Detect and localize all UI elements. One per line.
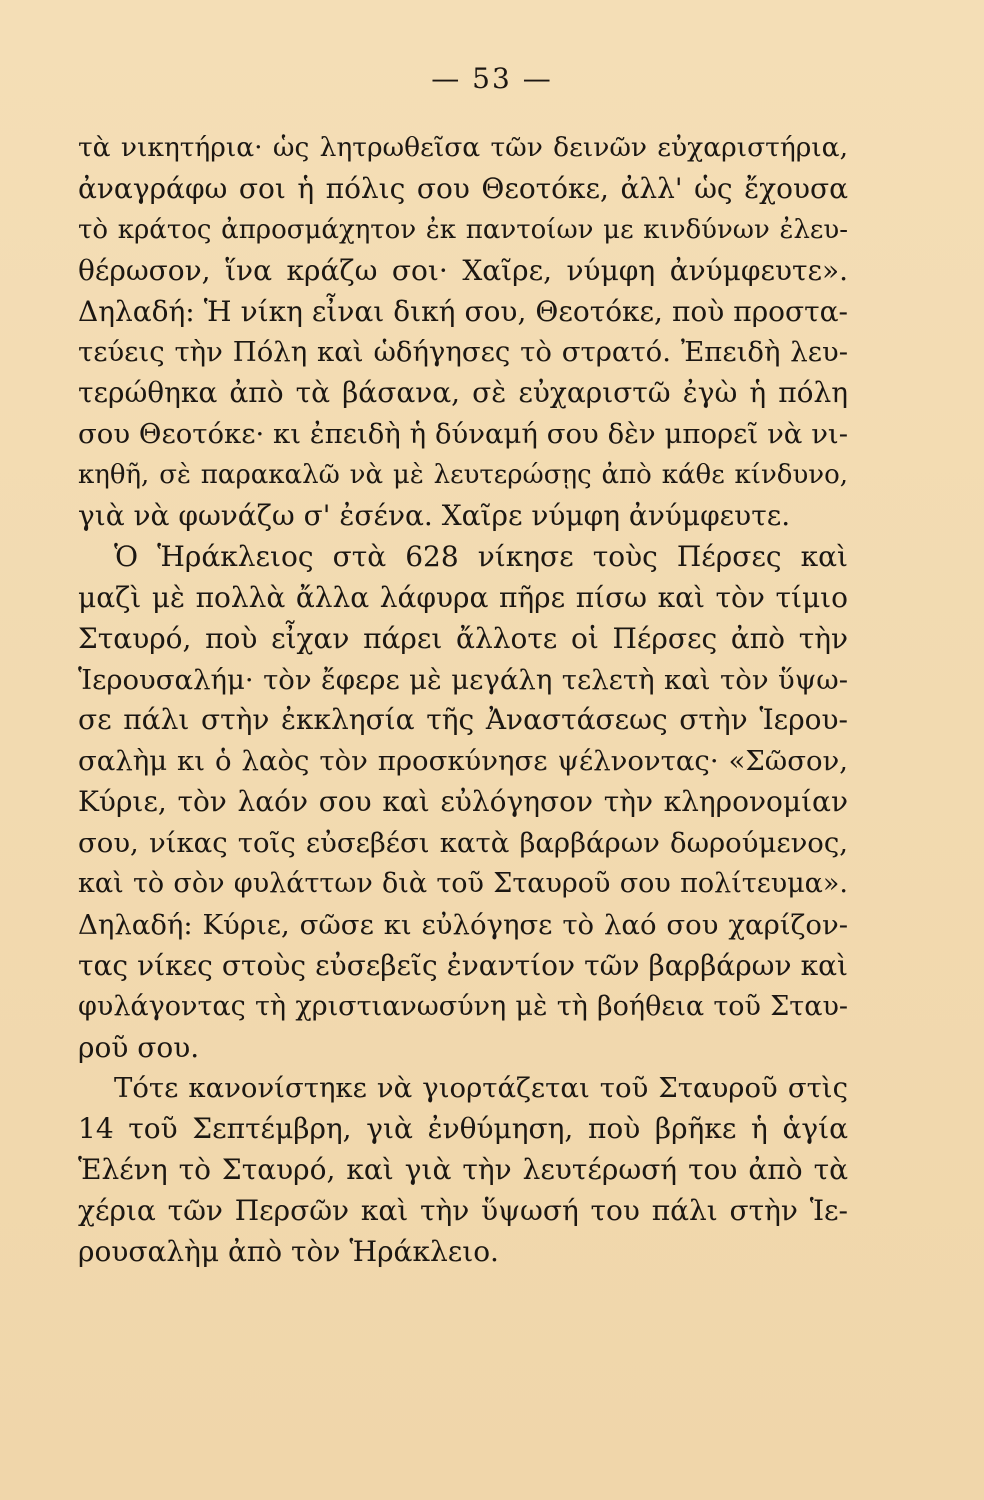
text-line: τεύεις τὴν Πόλη καὶ ὡδήγησες τὸ στρατό. Ἐπειδὴ λευ- xyxy=(78,336,848,369)
text-line: Ἑλένη τὸ Σταυρό, καὶ γιὰ τὴν λευτέρωσή του ἀπὸ τὰ xyxy=(78,1153,848,1187)
text-line: Κύριε, τὸν λαόν σου καὶ εὐλόγησον τὴν κληρονομίαν xyxy=(78,785,848,819)
text-line: κηθῆ, σὲ παρακαλῶ νὰ μὲ λευτερώσῃς ἀπὸ κάθε κίνδυνο, xyxy=(78,460,848,491)
paragraph-2 xyxy=(78,537,848,1069)
page-number: — 53 — xyxy=(431,62,553,95)
text-line: Σταυρό, ποὺ εἶχαν πάρει ἄλλοτε οἱ Πέρσες ἀπὸ τὴν xyxy=(78,621,848,655)
text-line: σου, νίκας τοῖς εὐσεβέσι κατὰ βαρβάρων δωρούμενος, xyxy=(78,827,848,860)
text-line: θέρωσον, ἵνα κράζω σοι· Χαῖρε, νύμφη ἀνύμφευτε». xyxy=(78,253,848,287)
text-line: τὰ νικητήρια· ὡς λητρωθεῖσα τῶν δεινῶν εὐχαριστήρια, xyxy=(78,132,848,163)
text-line: σε πάλι στὴν ἐκκλησία τῆς Ἀναστάσεως στὴν Ἱερου- xyxy=(78,703,848,737)
paragraph-1 xyxy=(78,128,848,537)
text-line: σου Θεοτόκε· κι ἐπειδὴ ἡ δύναμή σου δὲν μπορεῖ νὰ νι- xyxy=(78,418,848,451)
text-line: Τότε κανονίστηκε νὰ γιορτάζεται τοῦ Σταυροῦ στὶς xyxy=(114,1072,848,1105)
text-line: τὸ κράτος ἀπροσμάχητον ἐκ παντοίων με κινδύνων ἐλευ- xyxy=(78,214,848,245)
text-line: Δηλαδή: Ἡ νίκη εἶναι δική σου, Θεοτόκε, ποὺ προστα- xyxy=(78,294,848,328)
text-line: χέρια τῶν Περσῶν καὶ τὴν ὕψωσή του πάλι στὴν Ἱε- xyxy=(78,1194,848,1228)
text-line: Ὁ Ἡράκλειος στὰ 628 νίκησε τοὺς Πέρσες καὶ xyxy=(114,539,848,573)
text-line: ροῦ σου. xyxy=(78,1030,200,1064)
text-line: ἀναγράφω σοι ἡ πόλις σου Θεοτόκε, ἀλλ' ὡς ἔχουσα xyxy=(78,171,848,205)
text-line: γιὰ νὰ φωνάζω σ' ἐσένα. Χαῖρε νύμφη ἀνύμφευτε. xyxy=(78,499,791,533)
text-line: σαλὴμ κι ὁ λαὸς τὸν προσκύνησε ψέλνοντας· «Σῶσον, xyxy=(78,745,848,778)
text-line: καὶ τὸ σὸν φυλάττων διὰ τοῦ Σταυροῦ σου πολίτευμα». xyxy=(78,868,848,900)
text-line: Δηλαδή: Κύριε, σῶσε κι εὐλόγησε τὸ λαό σου χαρίζον- xyxy=(78,908,848,941)
text-line: μαζὶ μὲ πολλὰ ἄλλα λάφυρα πῆρε πίσω καὶ τὸν τίμιο xyxy=(78,580,848,614)
paragraph-3 xyxy=(78,1068,848,1272)
text-line: φυλάγοντας τὴ χριστιανωσύνη μὲ τὴ βοήθεια τοῦ Σταυ- xyxy=(78,990,848,1022)
text-line: ρουσαλὴμ ἀπὸ τὸν Ἡράκλειο. xyxy=(78,1235,499,1269)
body-text xyxy=(78,128,848,1273)
text-line: 14 τοῦ Σεπτέμβρη, γιὰ ἐνθύμηση, ποὺ βρῆκε ἡ ἁγία xyxy=(78,1112,848,1146)
text-line: τερώθηκα ἀπὸ τὰ βάσανα, σὲ εὐχαριστῶ ἐγὼ ἡ πόλη xyxy=(78,376,848,410)
text-line: τας νίκες στοὺς εὐσεβεῖς ἐναντίον τῶν βαρβάρων καὶ xyxy=(78,948,848,982)
text-line: Ἱερουσαλήμ· τὸν ἔφερε μὲ μεγάλη τελετὴ καὶ τὸν ὕψω- xyxy=(78,663,848,696)
